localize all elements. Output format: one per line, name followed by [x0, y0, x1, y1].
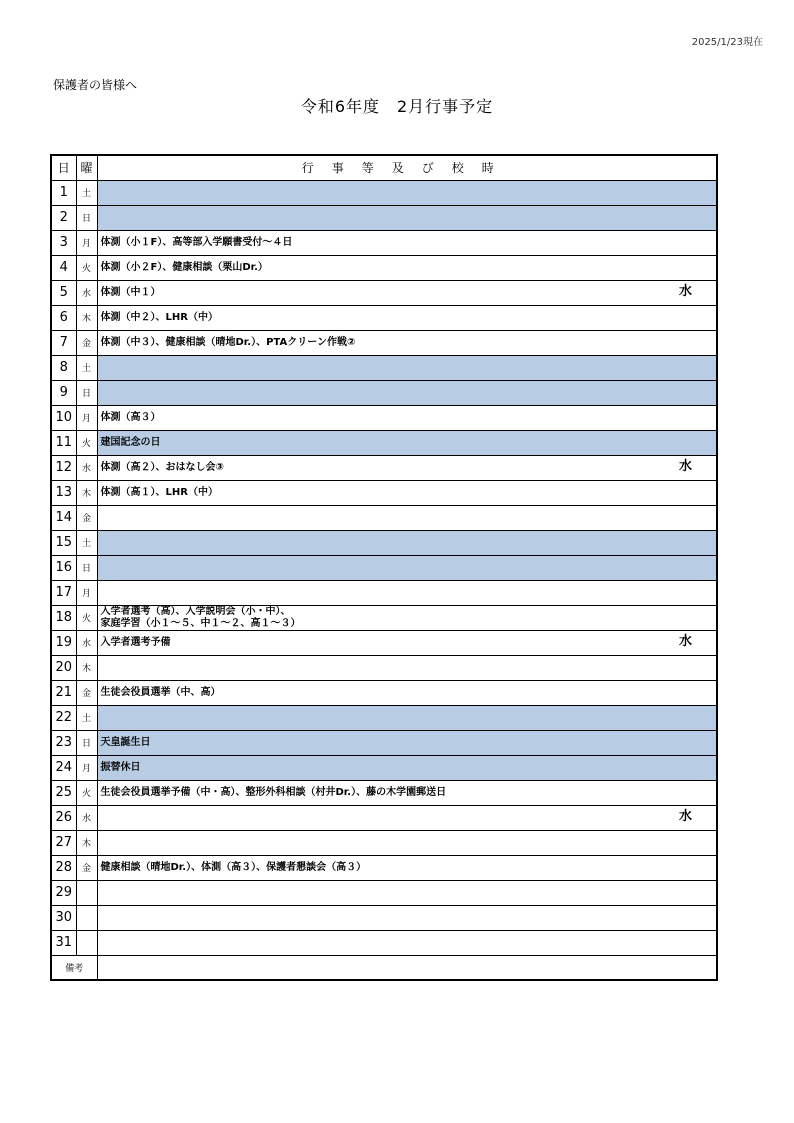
event-cell: [97, 180, 717, 205]
table-row: [51, 755, 717, 780]
weekday-cell: 火: [76, 605, 97, 630]
page-title: 令和6年度 2月行事予定: [300, 97, 494, 116]
event-cell: [97, 780, 717, 805]
event-text: 体測（小２F）、健康相談（栗山Dr.）: [100, 261, 268, 273]
day-cell: 19: [51, 630, 76, 655]
day-cell: 2: [51, 205, 76, 230]
event-cell: [97, 880, 717, 905]
weekday-cell: [76, 880, 97, 905]
event-cell: [97, 380, 717, 405]
event-cell: [97, 755, 717, 780]
event-text: 体測（中１）: [100, 286, 161, 298]
weekday-cell: [76, 905, 97, 930]
weekday-cell: 土: [76, 180, 97, 205]
event-text: 健康相談（晴地Dr.）、体測（高３）、保護者懇談会（高３）: [100, 861, 367, 873]
table-row: [51, 655, 717, 680]
weekday-cell: [76, 930, 97, 955]
day-cell: 16: [51, 555, 76, 580]
event-cell: [97, 930, 717, 955]
table-row: [51, 880, 717, 905]
weekday-cell: 木: [76, 655, 97, 680]
weekday-cell: 土: [76, 705, 97, 730]
event-text: 体測（中２）、LHR（中）: [100, 311, 218, 323]
day-cell: 26: [51, 805, 76, 830]
table-row: [51, 255, 717, 280]
event-cell: [97, 355, 717, 380]
day-cell: 7: [51, 330, 76, 355]
event-text: 建国記念の日: [100, 436, 161, 448]
event-cell: [97, 580, 717, 605]
table-row: [51, 630, 717, 655]
weekday-cell: 日: [76, 380, 97, 405]
event-cell: [97, 655, 717, 680]
table-row: [51, 580, 717, 605]
event-text: 生徒会役員選挙（中、高）: [100, 686, 221, 698]
table-row: [51, 205, 717, 230]
table-row: [51, 555, 717, 580]
event-cell: [97, 480, 717, 505]
weekday-cell: 金: [76, 855, 97, 880]
day-cell: 15: [51, 530, 76, 555]
event-cell: [97, 555, 717, 580]
day-cell: 31: [51, 930, 76, 955]
water-mark-label: 水: [678, 633, 692, 649]
day-cell: 20: [51, 655, 76, 680]
day-cell: 13: [51, 480, 76, 505]
schedule-table: [50, 154, 718, 981]
table-row: [51, 505, 717, 530]
weekday-cell: 金: [76, 330, 97, 355]
event-text: 入学者選考予備: [100, 636, 171, 648]
table-row: [51, 405, 717, 430]
event-text: 体測（高３）: [100, 411, 161, 423]
table-row: [51, 930, 717, 955]
event-cell: [97, 680, 717, 705]
event-cell: [97, 405, 717, 430]
day-cell: 24: [51, 755, 76, 780]
event-text: 体測（小１F）、高等部入学願書受付～４日: [100, 236, 293, 248]
event-cell: [97, 430, 717, 455]
table-row: [51, 430, 717, 455]
day-cell: 14: [51, 505, 76, 530]
event-cell: [97, 830, 717, 855]
table-row: [51, 530, 717, 555]
day-cell: 3: [51, 230, 76, 255]
event-cell: [97, 280, 717, 305]
header-events: 行事等及び校時: [97, 155, 717, 180]
event-text: 天皇誕生日: [100, 736, 151, 748]
event-text: 入学者選考（高）、入学説明会（小・中）、 家庭学習（小１～５、中１～２、高１～３）: [100, 605, 301, 629]
day-cell: 9: [51, 380, 76, 405]
day-cell: 22: [51, 705, 76, 730]
header-weekday: 曜: [76, 155, 97, 180]
schedule-body: [51, 180, 717, 955]
notes-content: [97, 955, 717, 980]
weekday-cell: 日: [76, 205, 97, 230]
table-row: [51, 330, 717, 355]
weekday-cell: 金: [76, 505, 97, 530]
weekday-cell: 金: [76, 680, 97, 705]
day-cell: 30: [51, 905, 76, 930]
event-cell: [97, 455, 717, 480]
weekday-cell: 土: [76, 530, 97, 555]
day-cell: 18: [51, 605, 76, 630]
weekday-cell: 木: [76, 305, 97, 330]
date-stamp: 2025/1/23現在: [691, 37, 763, 48]
event-text: 生徒会役員選挙予備（中・高）、整形外科相談（村井Dr.）、藤の木学園郵送日: [100, 786, 447, 798]
event-cell: [97, 855, 717, 880]
day-cell: 25: [51, 780, 76, 805]
day-cell: 10: [51, 405, 76, 430]
notes-label: 備考: [51, 955, 97, 980]
addressee: 保護者の皆様へ: [53, 78, 138, 92]
header-day: 日: [51, 155, 76, 180]
weekday-cell: 月: [76, 755, 97, 780]
weekday-cell: 月: [76, 230, 97, 255]
weekday-cell: 火: [76, 430, 97, 455]
table-row: [51, 480, 717, 505]
event-cell: [97, 605, 717, 630]
table-row: [51, 455, 717, 480]
day-cell: 5: [51, 280, 76, 305]
weekday-cell: 月: [76, 405, 97, 430]
event-cell: [97, 805, 717, 830]
table-row: [51, 230, 717, 255]
water-mark-label: 水: [678, 458, 692, 474]
event-cell: [97, 230, 717, 255]
table-row: [51, 905, 717, 930]
weekday-cell: 土: [76, 355, 97, 380]
day-cell: 27: [51, 830, 76, 855]
day-cell: 1: [51, 180, 76, 205]
table-row: [51, 830, 717, 855]
table-row: [51, 855, 717, 880]
water-mark-label: 水: [678, 808, 692, 824]
day-cell: 6: [51, 305, 76, 330]
table-row: [51, 305, 717, 330]
table-row: [51, 805, 717, 830]
weekday-cell: 月: [76, 580, 97, 605]
weekday-cell: 火: [76, 780, 97, 805]
weekday-cell: 水: [76, 455, 97, 480]
day-cell: 11: [51, 430, 76, 455]
table-row: [51, 680, 717, 705]
event-text: 体測（中３）、健康相談（晴地Dr.）、PTAクリーン作戦②: [100, 336, 356, 348]
event-cell: [97, 730, 717, 755]
event-cell: [97, 530, 717, 555]
event-cell: [97, 255, 717, 280]
event-cell: [97, 305, 717, 330]
event-text: 体測（高１）、LHR（中）: [100, 486, 218, 498]
day-cell: 12: [51, 455, 76, 480]
weekday-cell: 木: [76, 480, 97, 505]
table-row: [51, 605, 717, 630]
table-row: [51, 380, 717, 405]
weekday-cell: 水: [76, 805, 97, 830]
day-cell: 28: [51, 855, 76, 880]
table-row: [51, 730, 717, 755]
event-cell: [97, 505, 717, 530]
notes-row: [51, 955, 717, 980]
day-cell: 23: [51, 730, 76, 755]
weekday-cell: 水: [76, 630, 97, 655]
weekday-cell: 日: [76, 730, 97, 755]
water-mark-label: 水: [678, 283, 692, 299]
weekday-cell: 水: [76, 280, 97, 305]
day-cell: 29: [51, 880, 76, 905]
event-cell: [97, 330, 717, 355]
table-row: [51, 355, 717, 380]
event-cell: [97, 705, 717, 730]
table-row: [51, 280, 717, 305]
weekday-cell: 火: [76, 255, 97, 280]
weekday-cell: 日: [76, 555, 97, 580]
event-cell: [97, 630, 717, 655]
day-cell: 8: [51, 355, 76, 380]
event-text: 振替休日: [100, 761, 141, 773]
table-row: [51, 705, 717, 730]
day-cell: 21: [51, 680, 76, 705]
weekday-cell: 木: [76, 830, 97, 855]
table-row: [51, 180, 717, 205]
table-header-row: [51, 155, 717, 180]
event-text: 体測（高２）、おはなし会③: [100, 461, 224, 473]
day-cell: 4: [51, 255, 76, 280]
event-cell: [97, 205, 717, 230]
table-row: [51, 780, 717, 805]
day-cell: 17: [51, 580, 76, 605]
event-cell: [97, 905, 717, 930]
